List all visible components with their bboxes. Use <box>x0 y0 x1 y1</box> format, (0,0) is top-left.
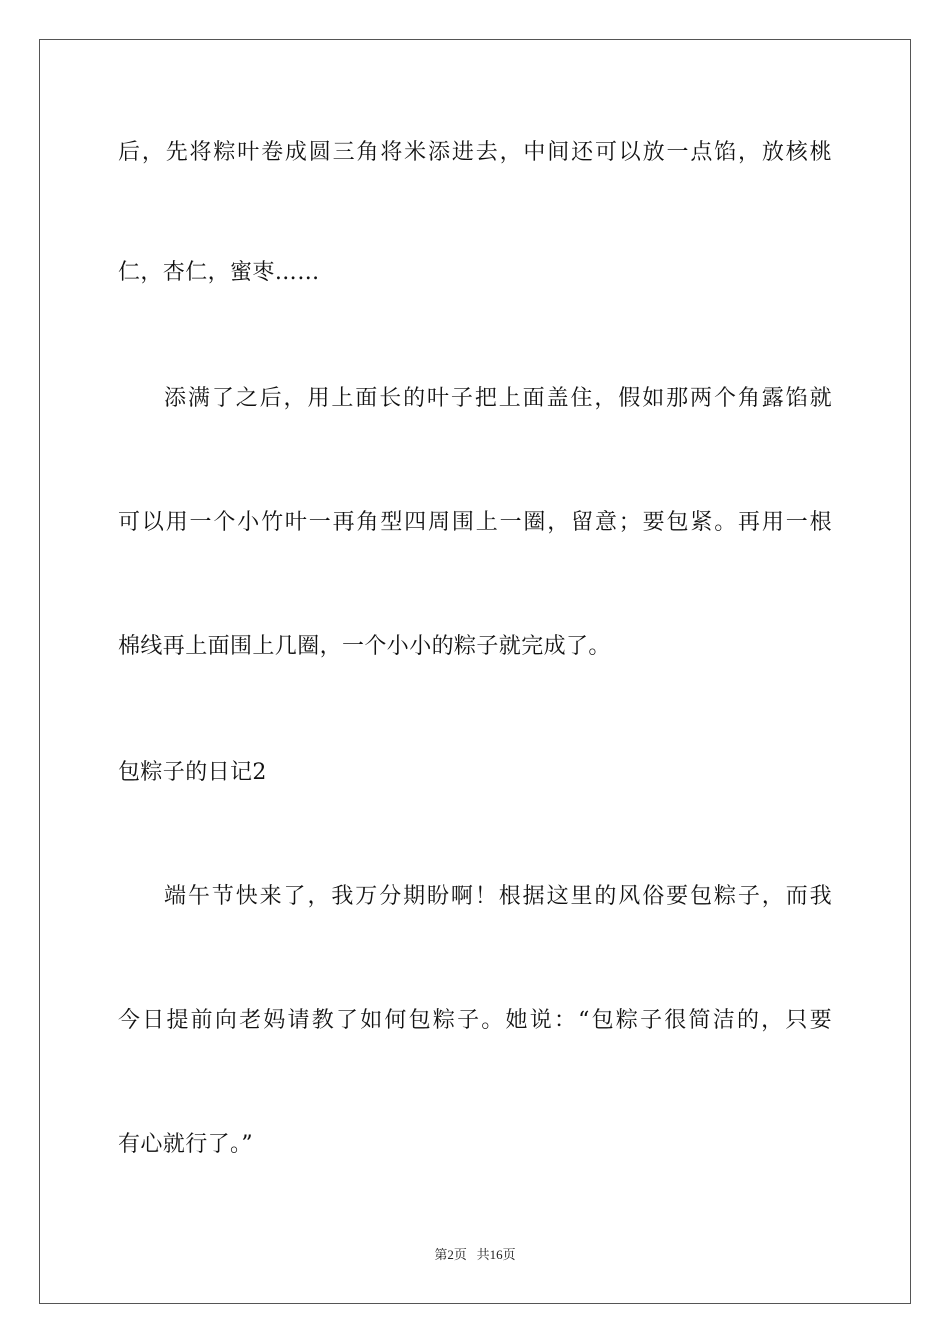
paragraph-line: 棉线再上面围上几圈，一个小小的粽子就完成了。 <box>118 634 611 659</box>
page-border <box>39 39 911 1304</box>
paragraph-line: 添满了之后，用上面长的叶子把上面盖住，假如那两个角露馅就 <box>164 386 832 411</box>
paragraph-line: 有心就行了。” <box>118 1132 254 1157</box>
page-total: 共16页 <box>476 1247 516 1262</box>
paragraph-line: 今日提前向老妈请教了如何包粽子。她说：“包粽子很简洁的，只要 <box>118 1008 832 1033</box>
paragraph-line: 仁，杏仁，蜜枣…… <box>118 260 320 285</box>
section-heading: 包粽子的日记2 <box>118 760 267 785</box>
paragraph-line: 可以用一个小竹叶一再角型四周围上一圈，留意；要包紧。再用一根 <box>118 510 832 535</box>
paragraph-line: 端午节快来了，我万分期盼啊！根据这里的风俗要包粽子，而我 <box>164 884 832 909</box>
paragraph-line: 后，先将粽叶卷成圆三角将米添进去，中间还可以放一点馅，放核桃 <box>118 140 832 165</box>
page-number: 第2页 <box>434 1247 467 1262</box>
page-footer <box>0 1246 950 1264</box>
